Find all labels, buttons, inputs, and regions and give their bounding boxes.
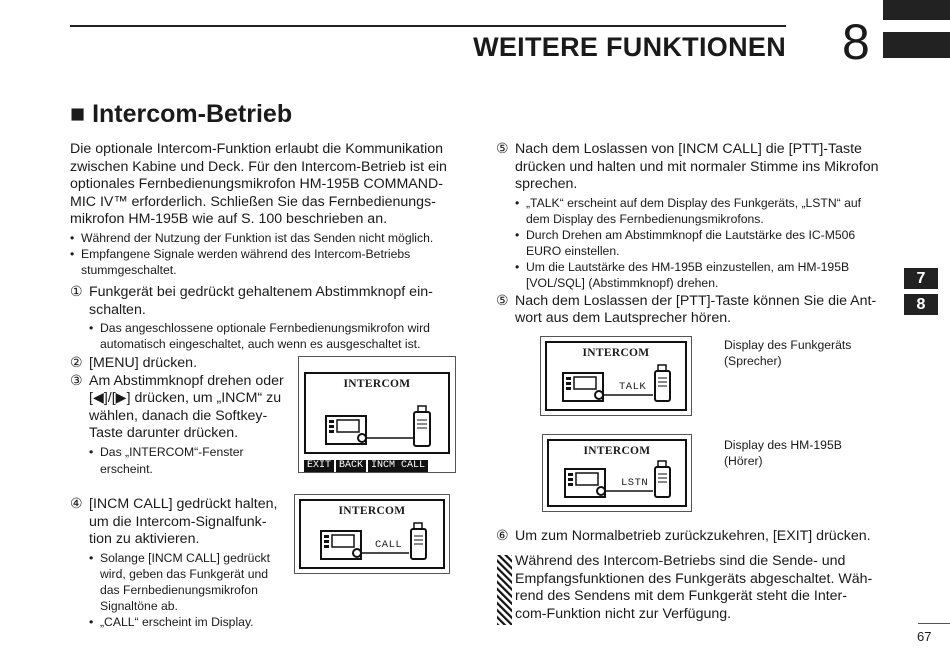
text-line: stummgeschaltet. [81, 262, 177, 277]
text-line: Taste darunter drücken. [89, 425, 239, 442]
softkey-exit[interactable]: EXIT [304, 460, 334, 472]
text-line: Während der Nutzung der Funktion ist das Senden nicht möglich. [81, 230, 434, 245]
text-line: [VOL/SQL] (Abstimmknopf) drehen. [526, 275, 719, 290]
text-line: zwischen Kabine und Deck. Für den Intercom-Betrieb ist ein [70, 158, 447, 175]
text-line: Das „INTERCOM“-Fenster [100, 444, 244, 459]
bullet-dot: • [89, 444, 94, 459]
list-item [70, 230, 458, 246]
list-item [89, 320, 458, 352]
chapter-tab-8[interactable]: 8 [904, 294, 938, 315]
intro-bullets [70, 230, 458, 278]
lcd-screen [304, 372, 450, 454]
text-line: Am Abstimmknopf drehen oder [89, 372, 284, 389]
text-line: wird, geben das Funkgerät und [100, 566, 269, 581]
text-line: dem Display des Fernbedienungsmikrofons. [526, 211, 764, 226]
softkey-incm-call[interactable]: INCM CALL [368, 460, 428, 472]
text-line: wählen, danach die Softkey- [89, 407, 268, 424]
text-line: Während des Intercom-Betriebs sind die Sende- und [515, 553, 846, 569]
bullet-dot: • [89, 550, 94, 565]
text-line: erscheint. [100, 461, 153, 476]
left-column [70, 141, 458, 352]
note-hatch-icon [497, 555, 512, 625]
footer-rule [918, 623, 950, 624]
step-number: ② [70, 355, 83, 371]
step-number: ① [70, 283, 83, 300]
intro-paragraph [70, 141, 458, 229]
chapter-bar-top [883, 0, 950, 20]
radio-and-mic-icon [301, 519, 447, 569]
text-line: mikrofon HM-195B wie auf S. 100 beschrieben an. [70, 211, 388, 228]
lcd-display-lstn [542, 434, 692, 512]
list-item [70, 246, 458, 278]
text-line: automatisch eingeschaltet, auch wenn es ausgeschaltet ist. [100, 337, 421, 352]
step-5-listen [496, 293, 883, 328]
list-item [89, 444, 284, 478]
text-line: Funkgerät bei gedrückt gehaltenem Abstimmknopf ein- [89, 283, 433, 300]
bullet-dot: • [89, 614, 94, 629]
list-item [89, 550, 284, 614]
lcd-title: INTERCOM [343, 378, 411, 390]
step-5-talk [496, 141, 883, 291]
section-heading [70, 100, 292, 129]
text-line: Display des Funkgeräts [724, 338, 852, 352]
step-number: ③ [70, 372, 83, 389]
step-4 [70, 496, 284, 630]
text-line: um die Intercom-Signalfunk- [89, 513, 267, 530]
call-indicator: CALL [375, 539, 403, 551]
step-number: ⑤ [496, 292, 509, 309]
text-line: Durch Drehen am Abstimmknopf die Lautstärke des IC-M506 [526, 227, 856, 242]
text-line: Empfangene Signale werden während des Intercom-Betriebs [81, 246, 411, 261]
text-line: MIC IV™ erforderlich. Schließen Sie das Fernbedienungs- [70, 193, 436, 210]
section-marker: ■ [70, 100, 86, 128]
caption-mic-display [724, 437, 874, 469]
lcd-display-call [294, 494, 450, 574]
text-line: „TALK“ erscheint auf dem Display des Funkgeräts, „LSTN“ auf [526, 195, 862, 210]
step-6 [496, 528, 902, 546]
softkey-bar [304, 460, 428, 472]
text-line: optionales Fernbedienungsmikrofon HM-195B COMMAND- [70, 176, 443, 193]
lcd-screen [547, 439, 687, 507]
lcd-title: INTERCOM [583, 445, 651, 457]
chapter-title: WEITERE FUNKTIONEN [473, 32, 786, 62]
lcd-title: INTERCOM [582, 347, 650, 359]
talk-indicator: TALK [619, 381, 647, 393]
list-item [515, 227, 883, 259]
step-5-bullets [515, 195, 883, 291]
lcd-screen [299, 499, 445, 569]
step-3 [70, 373, 284, 478]
radio-and-mic-icon [549, 459, 689, 507]
step-number: ④ [70, 496, 83, 512]
right-column [496, 141, 883, 328]
bullet-dot: • [70, 230, 75, 245]
chapter-number: 8 [842, 14, 870, 70]
text-line: EURO einstellen. [526, 243, 620, 258]
steps-2-3 [70, 355, 284, 478]
header-rule [70, 25, 786, 27]
text-line: „CALL“ erscheint im Display. [100, 614, 254, 629]
text-line: [INCM CALL] gedrückt halten, [89, 496, 278, 512]
section-title: Intercom-Betrieb [92, 100, 293, 128]
step-number: ⑤ [496, 141, 509, 157]
radio-and-mic-icon [306, 392, 452, 452]
bullet-dot: • [70, 246, 75, 261]
text-line: (Sprecher) [724, 354, 782, 368]
text-line: (Hörer) [724, 454, 763, 468]
note-text [515, 553, 883, 623]
caption-radio-display [724, 337, 874, 369]
text-line: Solange [INCM CALL] gedrückt [100, 550, 271, 565]
radio-and-mic-icon [547, 361, 689, 411]
text-line: rend des Sendens mit dem Funkgerät steht die Inter- [515, 588, 848, 605]
text-line: schalten. [89, 301, 146, 318]
lcd-title: INTERCOM [338, 505, 406, 517]
lcd-display-intercom-menu [298, 356, 456, 473]
page-number: 67 [917, 629, 932, 644]
text-line: Um zum Normalbetrieb zurückzukehren, [EXIT] drücken. [515, 528, 871, 544]
bullet-dot: • [515, 195, 520, 210]
lcd-screen [545, 341, 687, 411]
lstn-indicator: LSTN [621, 477, 649, 489]
text-line: Um die Lautstärke des HM-195B einzustellen, am HM-195B [526, 259, 850, 274]
text-line: Nach dem Loslassen von [INCM CALL] die [PTT]-Taste [515, 141, 862, 157]
bullet-dot: • [515, 227, 520, 242]
text-line: Das angeschlossene optionale Fernbedienungsmikrofon wird [100, 321, 430, 336]
text-line: tion zu aktivieren. [89, 531, 200, 548]
list-item [515, 259, 883, 291]
chapter-tab-7[interactable]: 7 [904, 268, 938, 289]
text-line: wort aus dem Lautsprecher hören. [515, 310, 732, 327]
text-line: Signaltöne ab. [100, 598, 178, 613]
bullet-dot: • [515, 259, 520, 274]
text-line: das Fernbedienungsmikrofon [100, 582, 258, 597]
step-2 [70, 355, 284, 373]
text-line: sprechen. [515, 176, 578, 193]
text-line: Die optionale Intercom-Funktion erlaubt die Kommunikation [70, 141, 444, 157]
list-item [89, 614, 284, 630]
step-number: ⑥ [496, 528, 509, 544]
softkey-back[interactable]: BACK [336, 460, 366, 472]
text-line: Nach dem Loslassen der [PTT]-Taste können Sie die Ant- [515, 292, 877, 309]
list-item [515, 195, 883, 227]
text-line: [MENU] drücken. [89, 355, 198, 371]
text-line: com-Funktion nicht zur Verfügung. [515, 605, 732, 622]
step-4-bullets [89, 550, 284, 630]
step-4-block [70, 496, 284, 630]
bullet-dot: • [89, 321, 94, 336]
text-line: Empfangsfunktionen des Funkgeräts abgeschaltet. Wäh- [515, 570, 873, 587]
text-line: drücken und halten und mit normaler Stimme ins Mikrofon [515, 158, 879, 175]
text-line: Display des HM-195B [724, 438, 842, 452]
chapter-bar-bottom [883, 32, 950, 58]
text-line: [◀]/[▶] drücken, um „INCM“ zu [89, 390, 282, 407]
lcd-display-talk [540, 336, 692, 416]
step-1 [70, 284, 458, 352]
